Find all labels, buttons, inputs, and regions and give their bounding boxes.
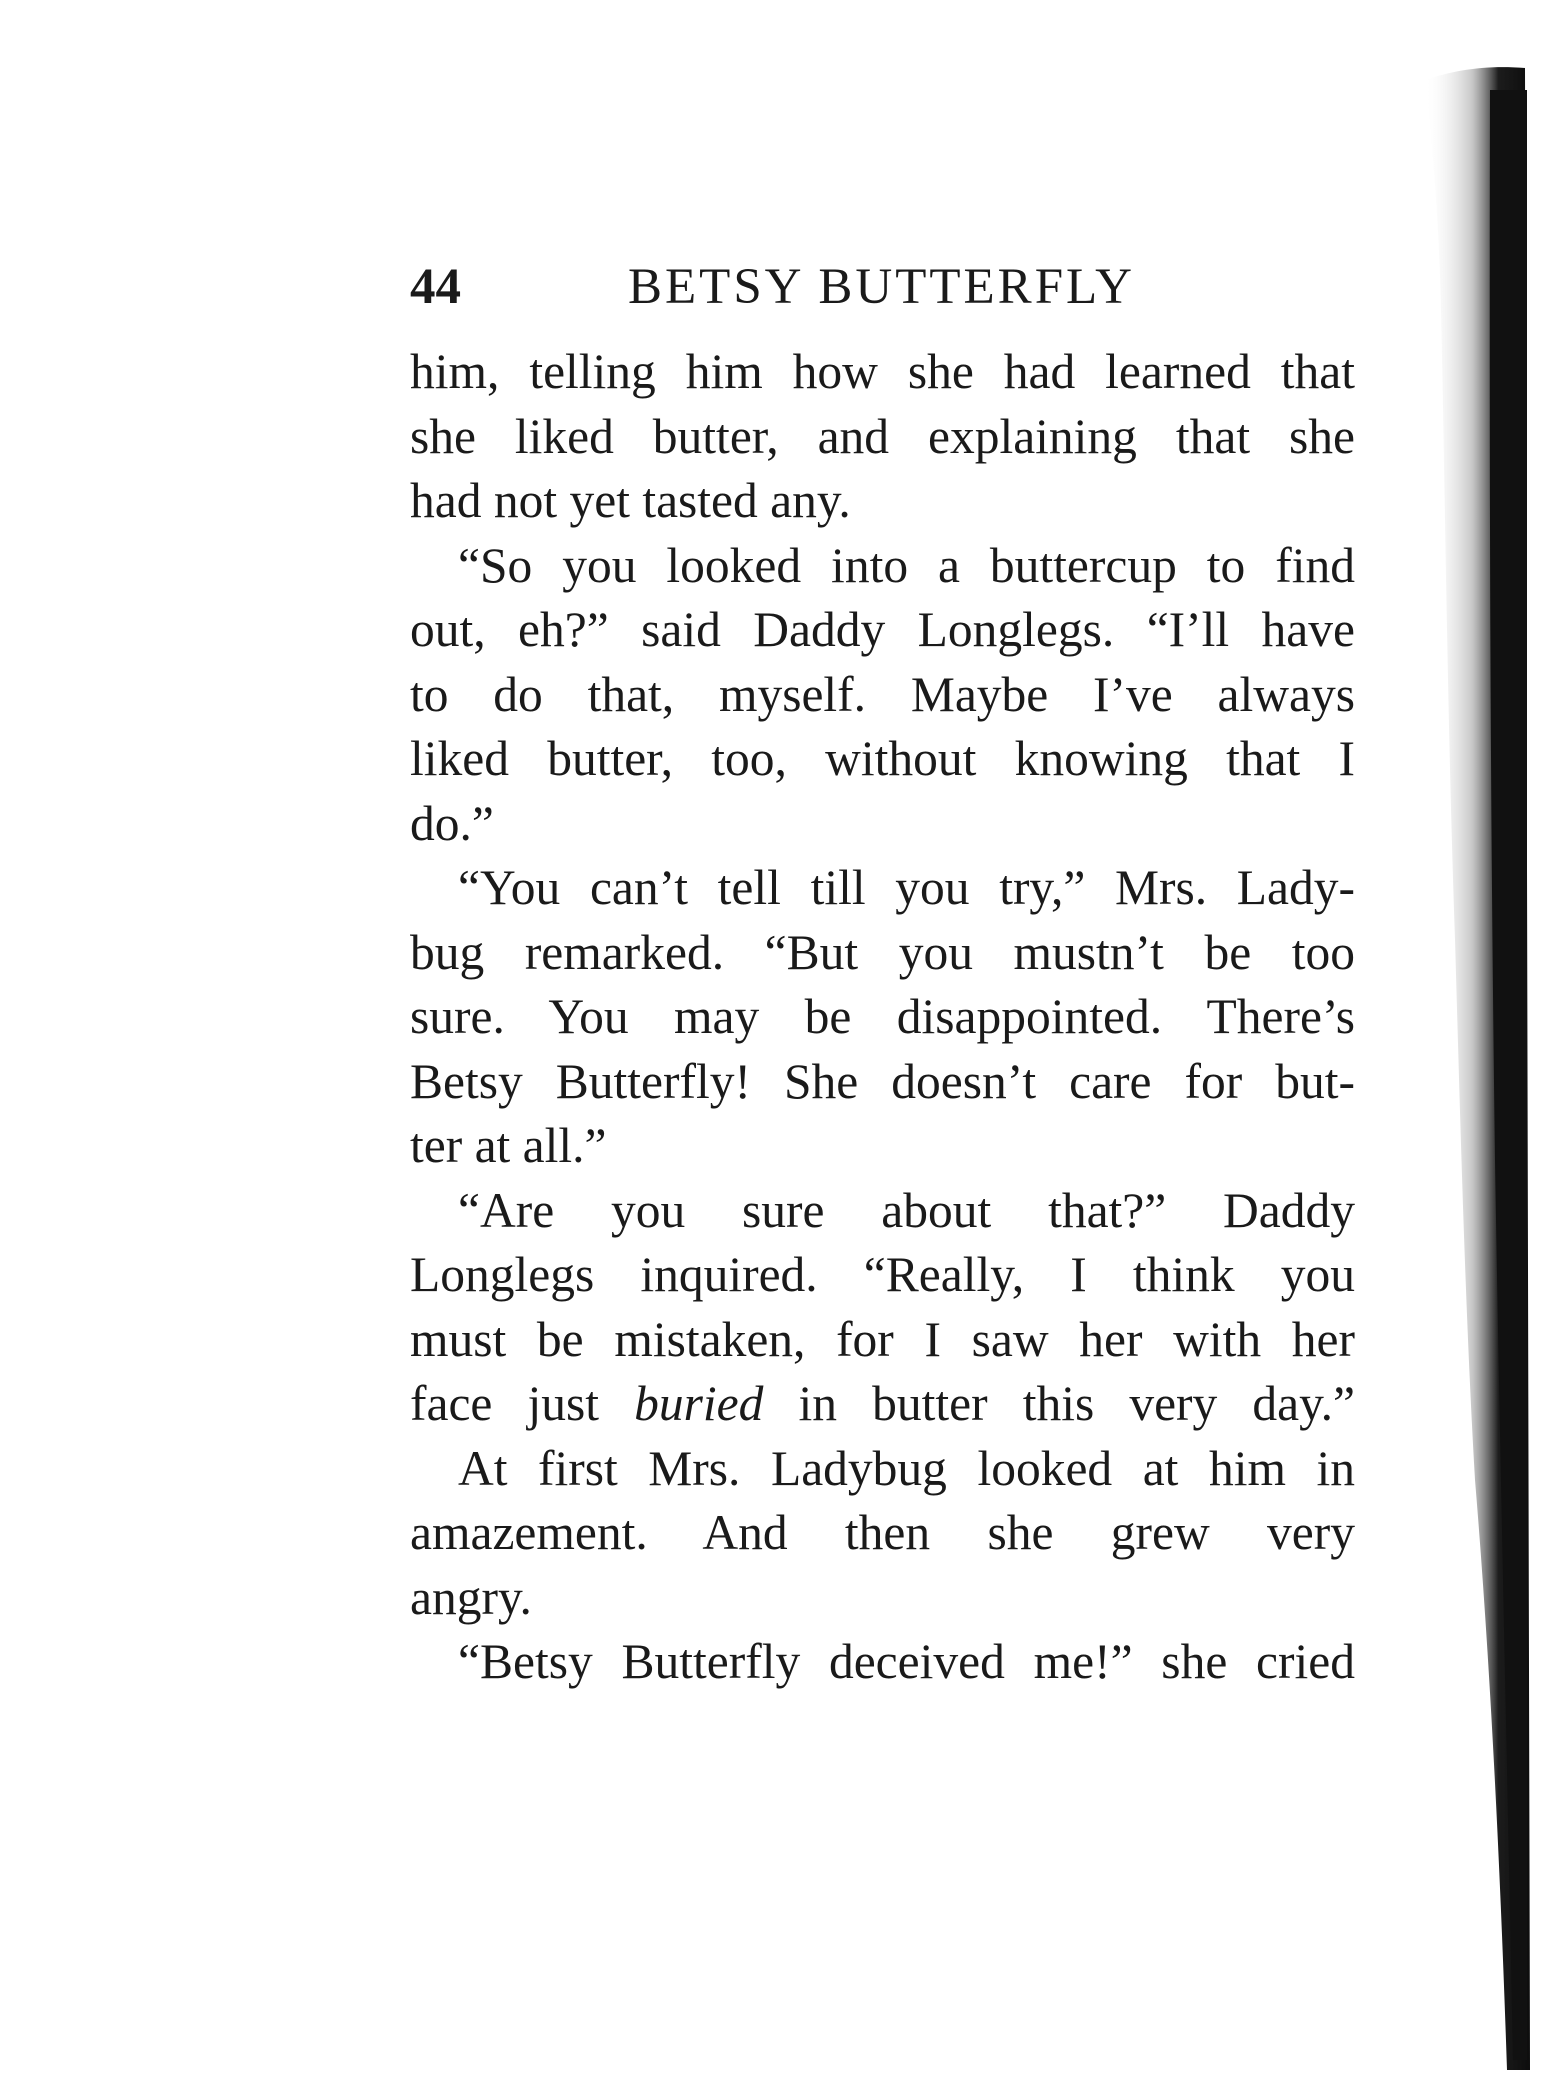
text-line: liked butter, too, without knowing that I — [410, 731, 1355, 786]
text-line: bug remarked. “But you mustn’t be too — [410, 924, 1355, 980]
page-number: 44 — [410, 259, 461, 315]
text-line: sure. You may be disappointed. There’s — [410, 989, 1355, 1044]
text-line: had not yet tasted any. — [410, 473, 851, 528]
text-line — [410, 1372, 1355, 1437]
text-line: “Betsy Butterfly deceived me!” she cried — [458, 1634, 1355, 1689]
text-line: Betsy Butterfly! She doesn’t care for but- — [410, 1053, 1355, 1109]
text-run: in butter this very day.” — [763, 1376, 1355, 1431]
text-line: she liked butter, and explaining that she — [410, 408, 1355, 464]
text-line: must be mistaken, for I saw her with her — [410, 1311, 1355, 1367]
text-line: to do that, myself. Maybe I’ve always — [410, 666, 1355, 722]
text-line: amazement. And then she grew very — [410, 1505, 1355, 1560]
text-line: out, eh?” said Daddy Longlegs. “I’ll have — [410, 602, 1355, 657]
text-line: ter at all.” — [410, 1118, 607, 1173]
text-line: angry. — [410, 1569, 532, 1625]
text-line: “Are you sure about that?” Daddy — [458, 1182, 1355, 1238]
text-line: At first Mrs. Ladybug looked at him in — [458, 1440, 1355, 1496]
body-text — [410, 340, 1355, 1695]
book-title: BETSY BUTTERFLY — [628, 259, 1135, 315]
text-line: “You can’t tell till you try,” Mrs. Lady- — [458, 860, 1355, 915]
running-head — [410, 252, 1215, 322]
text-line: “So you looked into a buttercup to find — [458, 537, 1355, 593]
italic-word: buried — [634, 1376, 764, 1431]
text-line: do.” — [410, 795, 494, 851]
binding-shadow — [1395, 60, 1530, 2070]
text-line: him, telling him how she had learned that — [410, 344, 1355, 399]
text-run: face just — [410, 1376, 635, 1431]
text-line: Longlegs inquired. “Really, I think you — [410, 1247, 1355, 1302]
